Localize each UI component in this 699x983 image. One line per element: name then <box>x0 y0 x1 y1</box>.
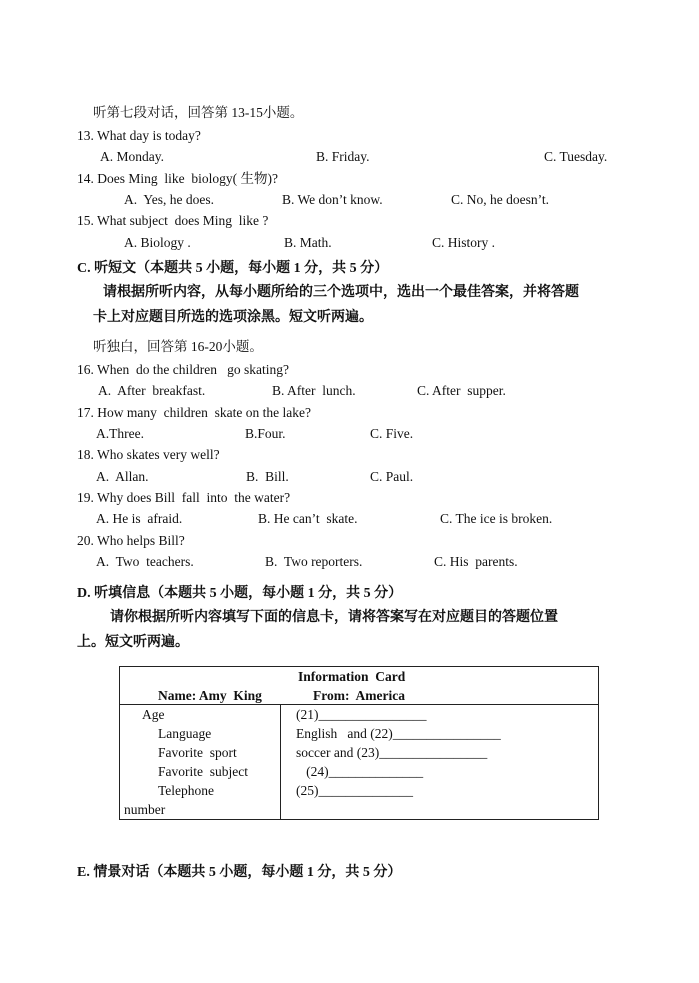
favorite-sport-blank: soccer and (23)________________ <box>296 745 488 760</box>
question-14: 14. Does Ming like biology( 生物)? <box>77 171 278 186</box>
q18-option-a: A. Allan. <box>96 469 149 484</box>
q16-option-a: A. After breakfast. <box>98 383 206 398</box>
information-card-table <box>119 666 599 820</box>
telephone-blank: (25)______________ <box>296 783 413 798</box>
favorite-subject-blank: (24)______________ <box>296 764 424 779</box>
section-e-heading: E. 情景对话（本题共 5 小题，每小题 1 分，共 5 分） <box>77 865 402 880</box>
question-19: 19. Why does Bill fall into the water? <box>77 490 291 505</box>
q16-option-c: C. After supper. <box>417 383 506 398</box>
q14-option-a: A. Yes, he does. <box>124 192 215 207</box>
q15-option-c: C. History . <box>432 235 496 250</box>
question-16: 16. When do the children go skating? <box>77 362 289 377</box>
section-d-heading: D. 听填信息（本题共 5 小题，每小题 1 分，共 5 分） <box>77 586 403 601</box>
telephone-label: Telephone <box>158 783 215 798</box>
q18-option-b: B. Bill. <box>246 469 289 484</box>
section-d-instruction-1: 请你根据所听内容填写下面的信息卡，请将答案写在对应题目的答题位置 <box>110 610 558 625</box>
q19-option-b: B. He can’t skate. <box>258 511 358 526</box>
q14-option-b: B. We don’t know. <box>282 192 383 207</box>
section-c-heading: C. 听短文（本题共 5 小题，每小题 1 分，共 5 分） <box>77 261 389 276</box>
q20-option-a: A. Two teachers. <box>96 554 194 569</box>
q13-option-c: C. Tuesday. <box>544 149 608 164</box>
q17-option-a: A.Three. <box>96 426 144 441</box>
telephone-number-label: number <box>124 802 166 817</box>
q17-option-c: C. Five. <box>370 426 414 441</box>
age-label: Age <box>142 707 165 722</box>
q17-option-b: B.Four. <box>245 426 286 441</box>
section-c-instruction-2: 卡上对应题目所选的选项涂黑。短文听两遍。 <box>93 310 373 325</box>
q18-option-c: C. Paul. <box>370 469 414 484</box>
q13-option-a: A. Monday. <box>100 149 164 164</box>
info-card-labels-cell <box>120 705 281 820</box>
favorite-sport-label: Favorite sport <box>158 745 237 760</box>
language-blank: English and (22)________________ <box>296 726 501 741</box>
q19-option-c: C. The ice is broken. <box>440 511 553 526</box>
question-13: 13. What day is today? <box>77 128 201 143</box>
info-card-values-cell <box>281 705 599 820</box>
q14-option-c: C. No, he doesn’t. <box>451 192 549 207</box>
q19-option-a: A. He is afraid. <box>96 511 183 526</box>
q20-option-b: B. Two reporters. <box>265 554 363 569</box>
section-b-intro: 听第七段对话，回答第 13-15小题。 <box>93 105 304 120</box>
question-17: 17. How many children skate on the lake? <box>77 405 311 420</box>
favorite-subject-label: Favorite subject <box>158 764 248 779</box>
question-20: 20. Who helps Bill? <box>77 533 185 548</box>
section-d-instruction-2: 上。短文听两遍。 <box>77 635 189 650</box>
question-15: 15. What subject does Ming like ? <box>77 213 269 228</box>
q13-option-b: B. Friday. <box>316 149 370 164</box>
age-blank: (21)________________ <box>296 707 427 722</box>
info-card-header-cell <box>120 667 599 705</box>
q16-option-b: B. After lunch. <box>272 383 356 398</box>
section-c-instruction-1: 请根据所听内容，从每小题所给的三个选项中，选出一个最佳答案，并将答题 <box>103 285 579 300</box>
q20-option-c: C. His parents. <box>434 554 518 569</box>
info-card-name-label: Name: Amy King <box>158 688 262 703</box>
q15-option-a: A. Biology . <box>124 235 191 250</box>
q15-option-b: B. Math. <box>284 235 332 250</box>
language-label: Language <box>158 726 212 741</box>
section-c-intro: 听独白，回答第 16-20小题。 <box>93 339 263 354</box>
info-card-title: Information Card <box>298 669 406 684</box>
info-card-from-label: From: America <box>313 688 405 703</box>
question-18: 18. Who skates very well? <box>77 447 220 462</box>
